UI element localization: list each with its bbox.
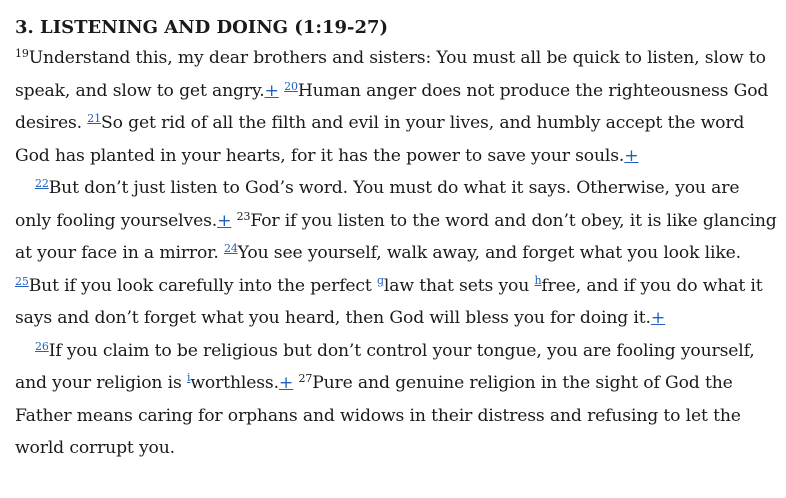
cross-reference-link[interactable]: + [264, 80, 279, 101]
verse-text: Understand this, my dear brothers and sisters: You must all be quick to listen, slow to speak, and slow to get angry. [15, 48, 766, 101]
cross-reference-link[interactable]: + [624, 145, 639, 166]
verse-number-link[interactable]: 25 [15, 274, 29, 288]
verse-number-link[interactable]: 24 [223, 242, 238, 255]
cross-reference-link[interactable]: + [650, 308, 666, 328]
footnote-marker [377, 274, 384, 287]
section-heading: 3. LISTENING AND DOING (1:19-27) [15, 17, 389, 38]
verse-text: If you claim to be religious but don’t control your tongue, you are fooling yourself, and your religion is [15, 340, 755, 393]
cross-reference-link[interactable]: + [278, 373, 294, 393]
cross-reference-link[interactable]: + [217, 210, 232, 231]
verse-text: You see yourself, walk away, and forget what you look like. [237, 243, 741, 263]
verse-text: But don’t just listen to God’s word. You must do what it says. Otherwise, you are only fooling yourselves. [15, 178, 740, 231]
verse-text: Human anger does not produce the righteousness God desires. [15, 80, 769, 133]
verse-text: Pure and genuine religion in the sight of God the Father means caring for orphans and widows in their distress and refusing to let the world corrupt you. [15, 373, 741, 458]
verse-number-link[interactable]: 21 [87, 112, 101, 125]
footnote-link[interactable]: g [376, 273, 384, 287]
verse-number-link[interactable]: 20 [284, 79, 298, 93]
verse-number-link[interactable]: 22 [35, 177, 49, 190]
paragraph [15, 42, 777, 172]
passage-body [15, 42, 777, 465]
verse-number [224, 242, 238, 255]
passage-document [15, 14, 777, 465]
footnote-link[interactable]: h [534, 273, 542, 287]
verse-number [15, 275, 29, 288]
verse-text: So get rid of all the filth and evil in your lives, and humbly accept the word God has planted in your hearts, for it has the power to save your souls. [15, 113, 745, 166]
verse-text: free, and if you do what it says and don’t forget what you heard, then God will bless you for doing it. [15, 275, 763, 328]
verse-number: 27 [298, 372, 313, 385]
verse-number: 23 [236, 209, 251, 223]
verse-number [87, 112, 101, 125]
verse-number [35, 340, 49, 353]
verse-number [35, 177, 49, 190]
verse-number: 19 [15, 47, 29, 60]
verse-text: For if you listen to the word and don’t obey, it is like glancing at your face in a mirror. [15, 210, 777, 263]
paragraph [15, 172, 777, 335]
paragraph [15, 335, 777, 465]
verse-number [284, 80, 298, 93]
verse-text: law that sets you [383, 275, 535, 296]
verse-text: worthless. [190, 373, 279, 393]
footnote-link[interactable]: i [186, 371, 191, 384]
verse-number-link[interactable]: 26 [35, 339, 49, 353]
verse-text: But if you look carefully into the perfect [28, 275, 377, 296]
